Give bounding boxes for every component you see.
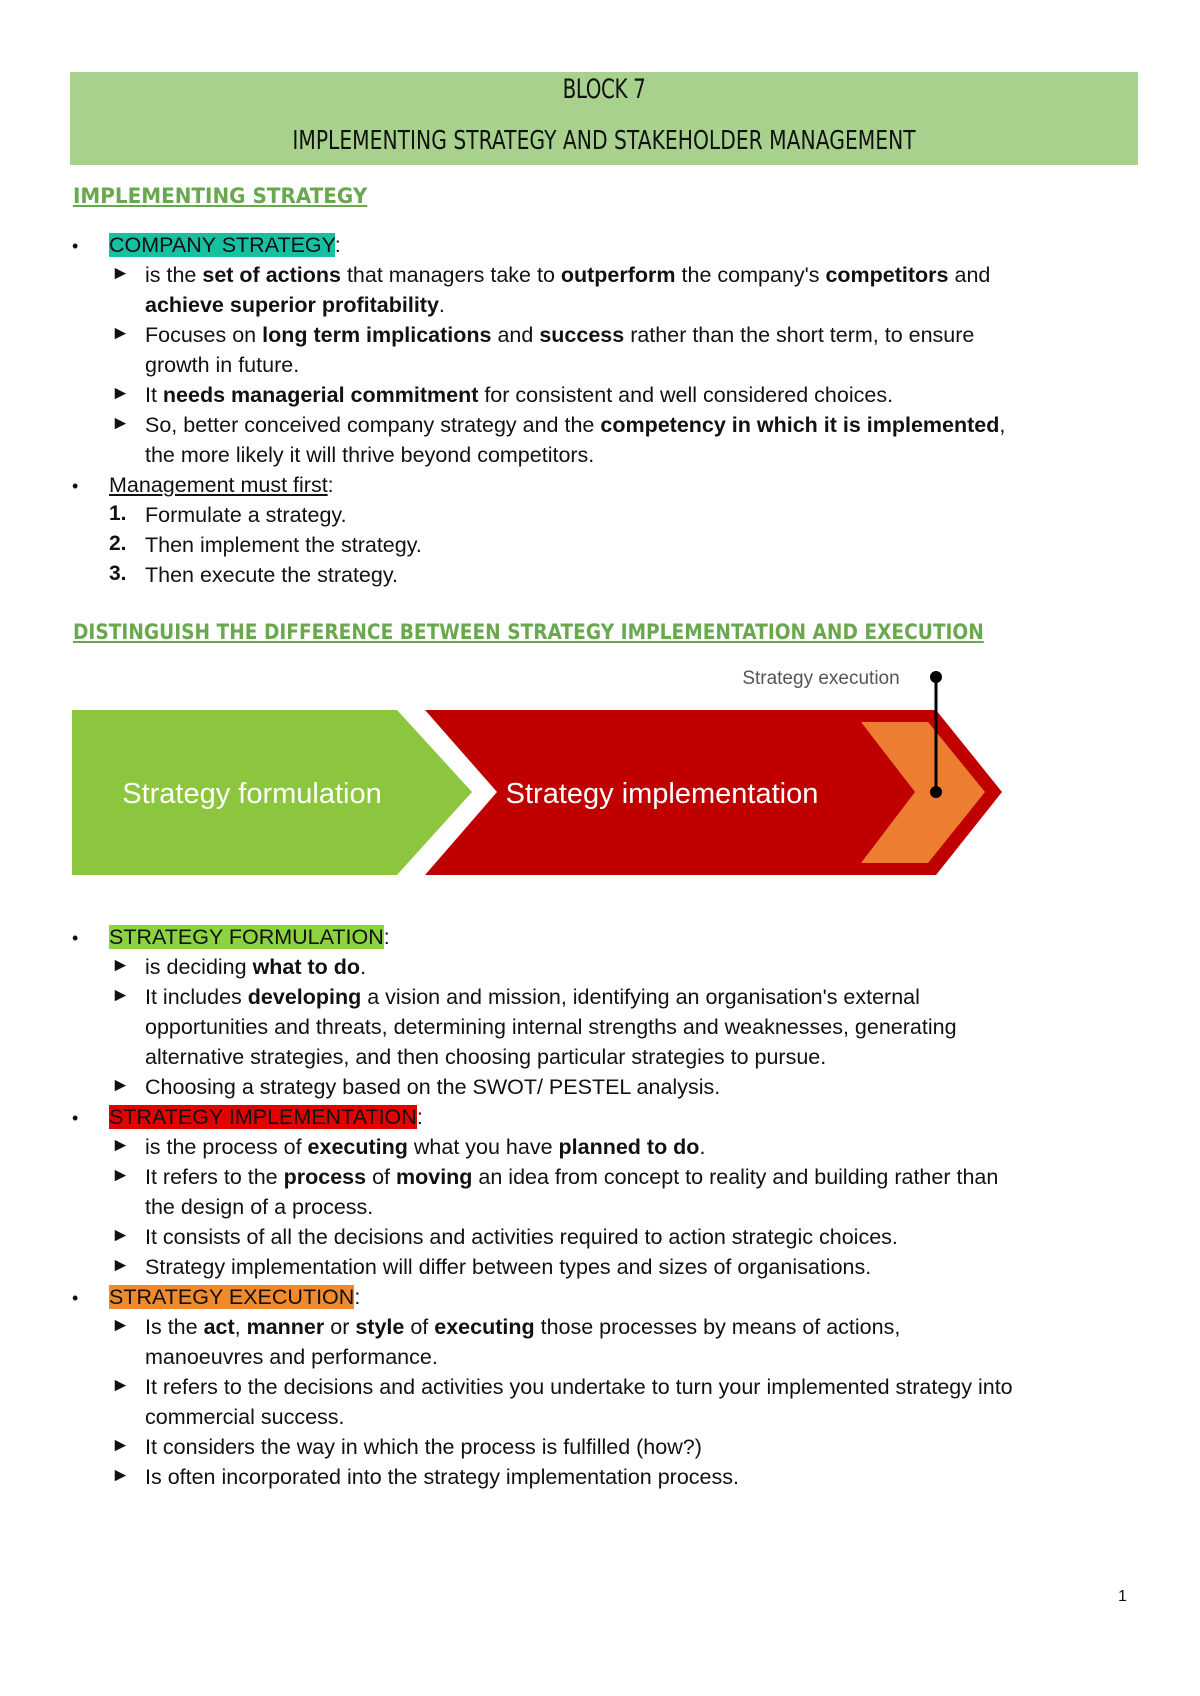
- title-banner: [70, 72, 1138, 165]
- step-text: Then execute the strategy.: [145, 563, 398, 587]
- execution-point-2: It refers to the decisions and activities you undertake to turn your implemented strategy into: [145, 1375, 1013, 1399]
- section-heading-implementing: IMPLEMENTING STRATEGY: [73, 184, 368, 208]
- arrow-icon: ►: [111, 1225, 130, 1246]
- execution-point-1: Is the act, manner or style of executing those processes by means of actions,: [145, 1315, 901, 1339]
- arrow-icon: ►: [111, 1315, 130, 1336]
- arrow-icon: ►: [111, 383, 130, 404]
- company-strategy-point-4: So, better conceived company strategy and the competency in which it is implemented,: [145, 413, 1006, 437]
- company-strategy-point-3: It needs managerial commitment for consistent and well considered choices.: [145, 383, 894, 407]
- formulation-point-2-cont: opportunities and threats, determining internal strengths and weaknesses, generating: [145, 1015, 957, 1039]
- company-strategy-point-1: is the set of actions that managers take to outperform the company's competitors and: [145, 263, 991, 287]
- arrow-icon: ►: [111, 1255, 130, 1276]
- implementation-point-2: It refers to the process of moving an idea from concept to reality and building rather than: [145, 1165, 999, 1189]
- arrow-icon: ►: [111, 985, 130, 1006]
- implementation-point-3: It consists of all the decisions and activities required to action strategic choices.: [145, 1225, 898, 1249]
- execution-label-text: STRATEGY EXECUTION:: [109, 1285, 361, 1309]
- implementation-point-2-cont: the design of a process.: [145, 1195, 374, 1219]
- implementation-label-text: STRATEGY IMPLEMENTATION:: [109, 1105, 423, 1129]
- section-heading-distinguish: DISTINGUISH THE DIFFERENCE BETWEEN STRATEGY IMPLEMENTATION AND EXECUTION: [73, 620, 984, 644]
- implementation-point-1: is the process of executing what you have planned to do.: [145, 1135, 706, 1159]
- formulation-point-1: is deciding what to do.: [145, 955, 367, 979]
- block-subtitle: IMPLEMENTING STRATEGY AND STAKEHOLDER MANAGEMENT: [292, 126, 916, 156]
- bullet-icon: •: [72, 928, 79, 948]
- arrow-icon: ►: [111, 323, 130, 344]
- arrow-icon: ►: [111, 1375, 130, 1396]
- arrow-icon: ►: [111, 1165, 130, 1186]
- bullet-icon: •: [72, 236, 79, 256]
- company-strategy-point-1-cont: achieve superior profitability.: [145, 293, 445, 317]
- arrow-icon: ►: [111, 955, 130, 976]
- strategy-process-diagram: [72, 660, 1012, 890]
- step-number: 1.: [109, 502, 127, 525]
- implementation-label: Strategy implementation: [505, 778, 819, 810]
- management-label: Management must first:: [109, 473, 334, 497]
- execution-point-3: It considers the way in which the process is fulfilled (how?): [145, 1435, 702, 1459]
- page-number: 1: [1118, 1588, 1127, 1605]
- execution-point-2-cont: commercial success.: [145, 1405, 345, 1429]
- formulation-point-2: It includes developing a vision and mission, identifying an organisation's external: [145, 985, 920, 1009]
- formulation-label-text: STRATEGY FORMULATION:: [109, 925, 390, 949]
- bullet-icon: •: [72, 1288, 79, 1308]
- step-number: 2.: [109, 532, 127, 555]
- arrow-icon: ►: [111, 1075, 130, 1096]
- company-strategy-point-2: Focuses on long term implications and success rather than the short term, to ensure: [145, 323, 975, 347]
- implementation-point-4: Strategy implementation will differ between types and sizes of organisations.: [145, 1255, 872, 1279]
- step-text: Formulate a strategy.: [145, 503, 347, 527]
- arrow-icon: ►: [111, 263, 130, 284]
- arrow-icon: ►: [111, 413, 130, 434]
- company-strategy-point-4-cont: the more likely it will thrive beyond competitors.: [145, 443, 595, 467]
- execution-marker-top: [930, 671, 942, 683]
- step-number: 3.: [109, 562, 127, 585]
- execution-marker-dot: [930, 786, 942, 798]
- arrow-icon: ►: [111, 1435, 130, 1456]
- formulation-label: Strategy formulation: [122, 778, 382, 810]
- company-strategy-label: COMPANY STRATEGY:: [109, 233, 341, 257]
- execution-point-1-cont: manoeuvres and performance.: [145, 1345, 438, 1369]
- formulation-point-2-cont: alternative strategies, and then choosing particular strategies to pursue.: [145, 1045, 827, 1069]
- formulation-point-3: Choosing a strategy based on the SWOT/ PESTEL analysis.: [145, 1075, 721, 1099]
- execution-point-4: Is often incorporated into the strategy implementation process.: [145, 1465, 739, 1489]
- bullet-icon: •: [72, 476, 79, 496]
- arrow-icon: ►: [111, 1135, 130, 1156]
- step-text: Then implement the strategy.: [145, 533, 422, 557]
- block-title: BLOCK 7: [562, 74, 646, 105]
- company-strategy-point-2-cont: growth in future.: [145, 353, 300, 377]
- arrow-icon: ►: [111, 1465, 130, 1486]
- bullet-icon: •: [72, 1108, 79, 1128]
- execution-label: Strategy execution: [742, 668, 900, 689]
